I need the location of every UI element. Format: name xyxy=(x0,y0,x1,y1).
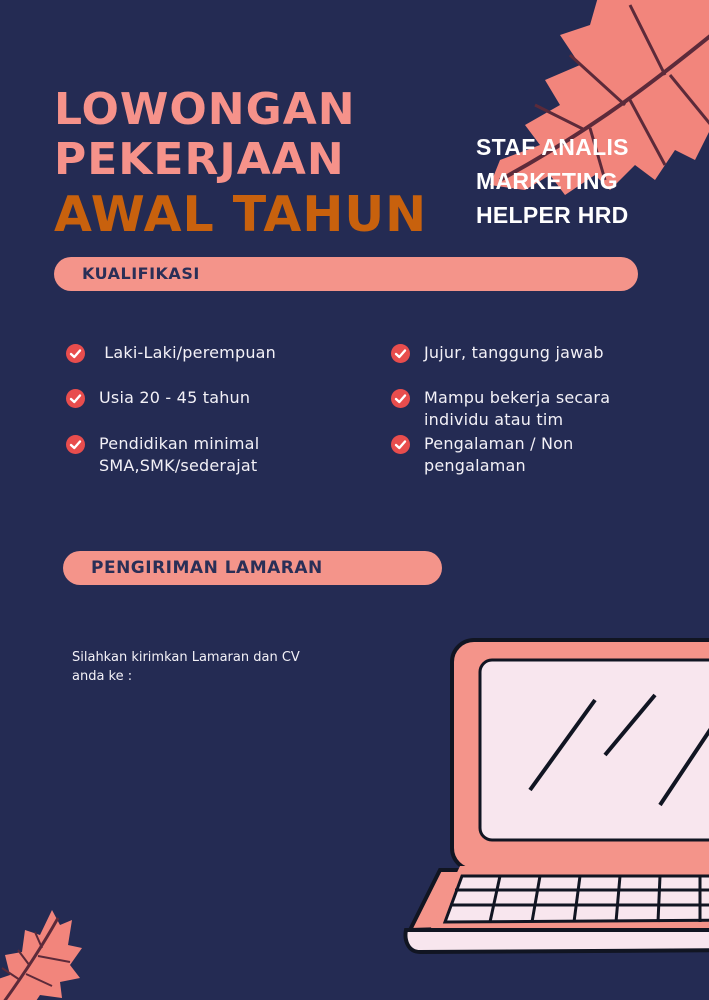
qualification-text: Pendidikan minimal SMA,SMK/sederajat xyxy=(99,434,260,475)
application-heading: PENGIRIMAN LAMARAN xyxy=(63,551,442,585)
qualification-text: Pengalaman / Non pengalaman xyxy=(424,434,574,475)
position-item: MARKETING xyxy=(476,168,618,194)
check-circle-icon xyxy=(66,389,85,408)
headline-line-2: PEKERJAAN xyxy=(54,134,345,185)
qualification-item xyxy=(391,433,621,477)
position-item: HELPER HRD xyxy=(476,202,629,228)
qualification-item xyxy=(391,342,651,364)
application-instruction: Silahkan kirimkan Lamaran dan CV anda ke : xyxy=(72,650,300,684)
qualifications-heading: KUALIFIKASI xyxy=(54,257,638,291)
laptop-icon xyxy=(400,630,709,970)
qualification-item xyxy=(66,342,366,364)
check-circle-icon xyxy=(391,389,410,408)
qualification-item xyxy=(66,433,281,477)
qualification-text: Jujur, tanggung jawab xyxy=(424,343,604,362)
qualification-text: Laki-Laki/perempuan xyxy=(99,343,277,362)
headline-line-1: LOWONGAN xyxy=(54,84,356,135)
headline-line-3: AWAL TAHUN xyxy=(54,186,428,243)
positions-list xyxy=(476,130,629,232)
qualification-text: Mampu bekerja secara individu atau tim xyxy=(424,388,611,429)
qualification-item xyxy=(391,387,641,431)
check-circle-icon xyxy=(391,435,410,454)
check-circle-icon xyxy=(391,344,410,363)
check-circle-icon xyxy=(66,435,85,454)
qualification-text: Usia 20 - 45 tahun xyxy=(99,388,251,407)
qualification-item xyxy=(66,387,366,409)
check-circle-icon xyxy=(66,344,85,363)
position-item: STAF ANALIS xyxy=(476,134,629,160)
autumn-leaf-icon xyxy=(0,900,85,1000)
